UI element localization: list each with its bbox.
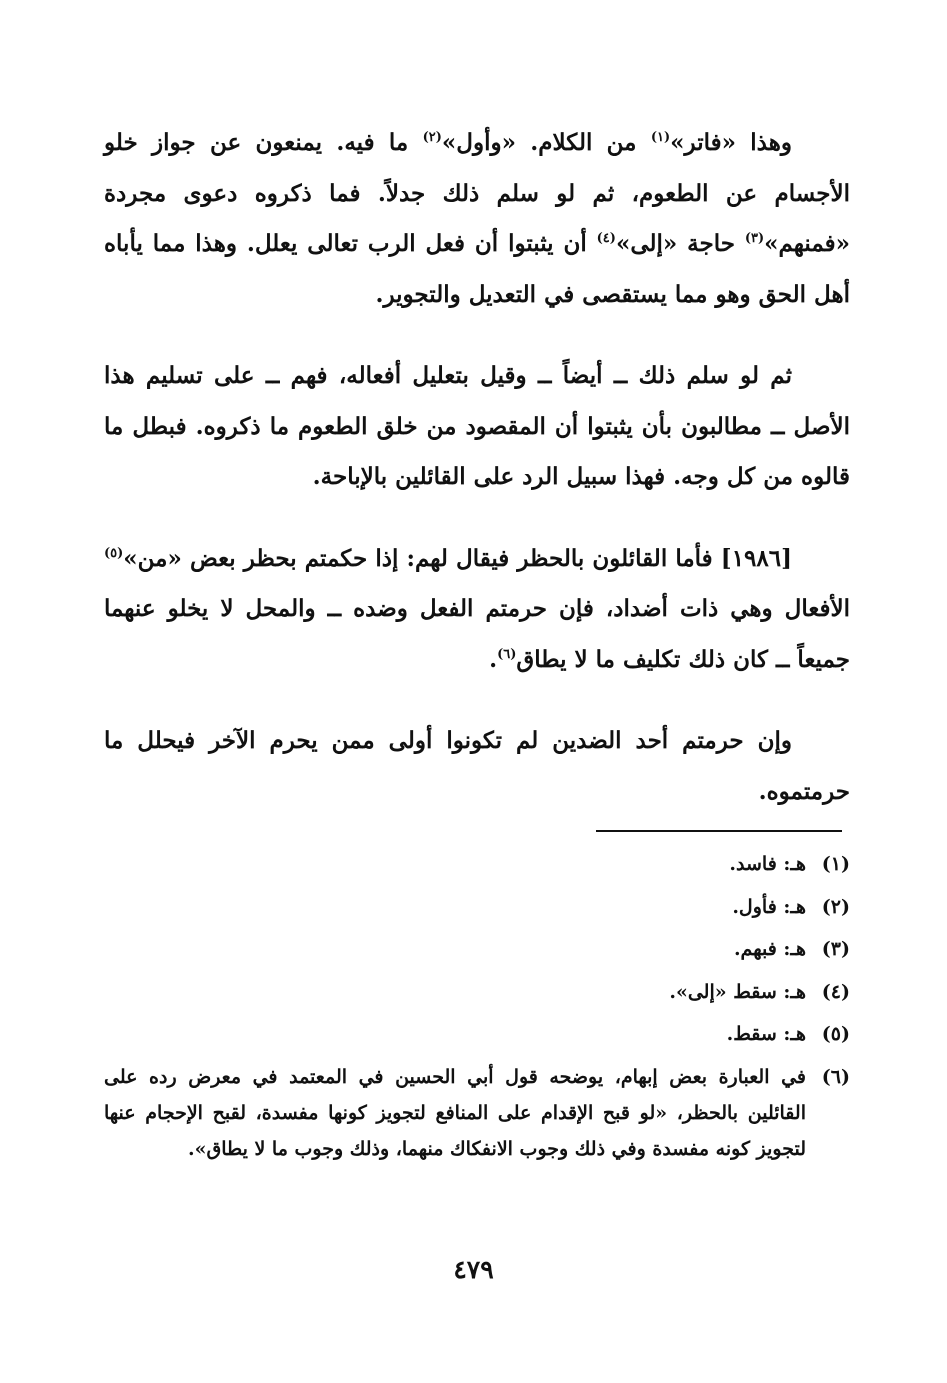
footnote-number: (٣) — [821, 938, 850, 960]
footnote-text: هـ: سقط «إلى». — [669, 980, 806, 1003]
footnote-5 — [104, 1013, 850, 1056]
footnote-text: في العبارة بعض إبهام، يوضحه قول أبي الحسين في المعتمد في معرض رده على القائلين بالحظر، «لو قبح الإقدام على المنافع لتجويز كونها مفسدة، لقبح الإحجام عنها لتجويز كونه مفسدة وفي ذلك وجوب الانفكاك منهما، وذلك وجوب ما لا يطاق». — [104, 1065, 806, 1160]
page-number: ٤٧٩ — [453, 1255, 494, 1284]
footnote-2 — [104, 886, 850, 929]
paragraph-1-segment-1: وهذا «فاتر» — [670, 129, 792, 156]
footnote-number: (١) — [821, 853, 850, 875]
footnote-3 — [104, 928, 850, 971]
footnote-number: (٦) — [821, 1065, 850, 1088]
footnote-number: (٤) — [821, 980, 850, 1003]
paragraph-1-segment-2: من الكلام. «وأول» — [441, 129, 651, 156]
footnote-ref-2: (٢) — [422, 130, 442, 145]
footnote-6 — [104, 1056, 850, 1167]
main-text — [104, 118, 850, 817]
footnote-number: (٢) — [821, 895, 850, 918]
paragraph-3-segment-2: الأفعال وهي ذات أضداد، فإن حرمتم الفعل وضده ــ والمحل لا يخلو عنهما جميعاً ــ كان ذلك تكليف ما لا يطاق — [104, 595, 850, 673]
footnotes-list — [104, 843, 850, 1167]
paragraph-1-segment-5: أن يثبتوا أن فعل الرب تعالى يعلل. وهذا مما يأباه أهل الحق وهو مما يستقصى في التعديل والتجوير. — [104, 230, 850, 308]
paragraph-3-segment-3: . — [489, 645, 498, 673]
footnote-text: هـ: فاسد. — [729, 853, 806, 875]
paragraph-2: ثم لو سلم ذلك ــ أيضاً ــ وقيل بتعليل أفعاله، فهم ــ على تسليم هذا الأصل ــ مطالبون بأن يثبتوا أن المقصود من خلق الطعوم ما ذكروه. فبطل ما قالوه من كل وجه. فهذا سبيل الرد على القائلين بالإباحة. — [104, 362, 850, 490]
footnote-ref-6: (٦) — [497, 646, 517, 662]
paragraph-1-segment-3: ما فيه. يمنعون عن جواز خلو الأجسام عن الطعوم، ثم لو سلم ذلك جدلاً. فما ذكروه دعوى مجردة «فمنهم» — [104, 129, 851, 257]
footnote-text: هـ: فبهم. — [733, 938, 806, 960]
footnote-number: (٥) — [821, 1023, 850, 1045]
footnote-ref-3: (٣) — [744, 231, 765, 246]
paragraph-3 — [104, 534, 850, 686]
paragraph-3-segment-1: [١٩٨٦] فأما القائلون بالحظر فيقال لهم: إذا حكمتم بحظر بعض «من» — [123, 544, 792, 572]
paragraph-1 — [104, 118, 850, 320]
footnote-1 — [104, 843, 850, 886]
footnote-ref-5: (٥) — [104, 545, 124, 561]
footnote-ref-1: (١) — [650, 130, 671, 145]
footnote-ref-4: (٤) — [596, 231, 616, 246]
footnote-4 — [104, 971, 850, 1014]
paragraph-1-segment-4: حاجة «إلى» — [615, 230, 745, 257]
footnote-divider — [596, 830, 842, 832]
footnote-text: هـ: فأول. — [732, 895, 806, 918]
footnote-text: هـ: سقط. — [726, 1023, 806, 1045]
paragraph-4: وإن حرمتم أحد الضدين لم تكونوا أولى ممن يحرم الآخر فيحلل ما حرمتموه. — [104, 727, 850, 805]
